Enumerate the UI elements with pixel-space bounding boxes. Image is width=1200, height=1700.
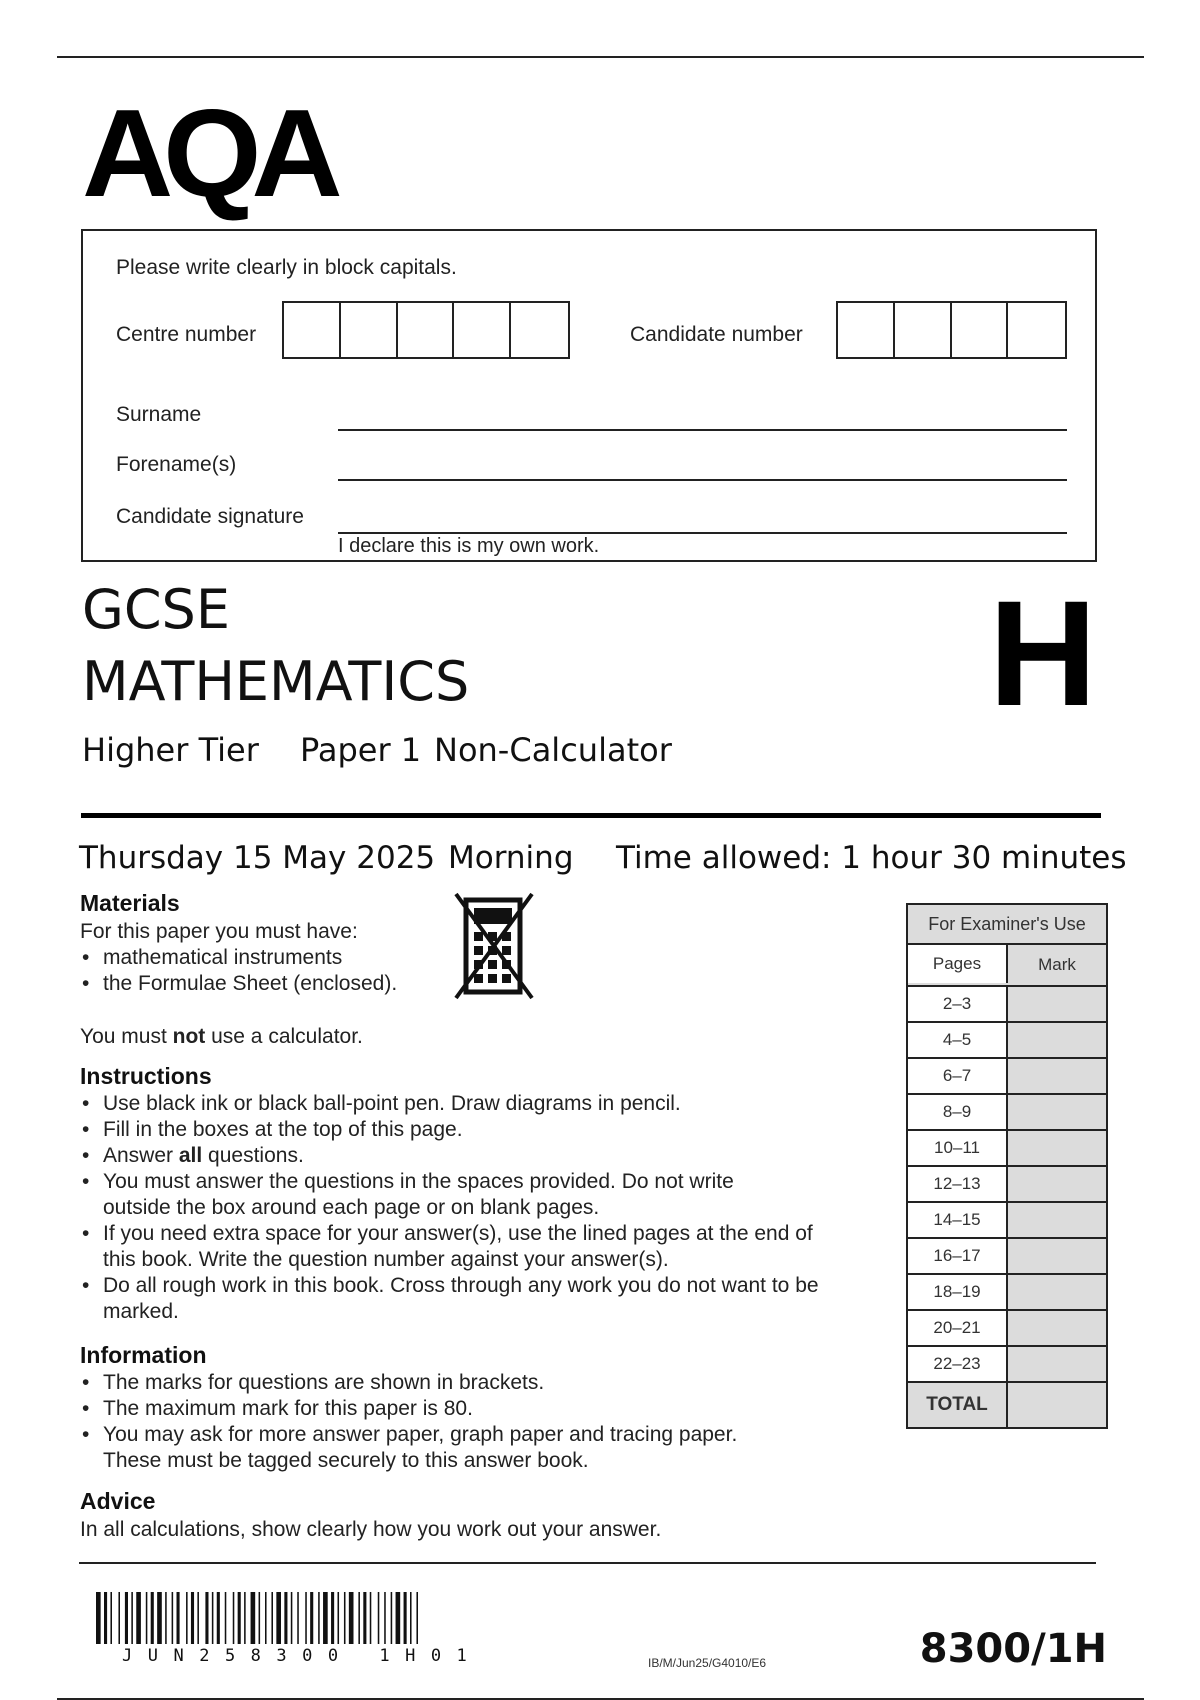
total-label: TOTAL (908, 1383, 1008, 1427)
barcode-bar (297, 1592, 299, 1644)
candidate-details-box (81, 229, 1097, 562)
barcode-bar (410, 1592, 412, 1644)
information-heading: Information (80, 1342, 207, 1368)
paper-label: Paper 1 (300, 731, 422, 769)
barcode-bar (323, 1592, 328, 1644)
forenames-label: Forename(s) (116, 453, 237, 476)
barcode-bar (110, 1592, 112, 1644)
pages-cell: 4–5 (908, 1023, 1008, 1057)
list-item: • the Formulae Sheet (enclosed). (80, 971, 440, 997)
top-rule (57, 56, 1144, 58)
table-row (908, 1311, 1106, 1347)
reference-code: IB/M/Jun25/G4010/E6 (648, 1656, 767, 1670)
mark-cell (1008, 1167, 1106, 1201)
barcode-bar (318, 1592, 320, 1644)
list-item: • mathematical instruments (80, 945, 440, 971)
signature-field[interactable] (338, 532, 1067, 534)
barcode-bar (205, 1592, 208, 1644)
barcode-bar (165, 1592, 167, 1644)
calculator-rule (80, 1024, 363, 1050)
digit-box[interactable] (454, 303, 511, 357)
total-row (908, 1383, 1106, 1427)
list-item (80, 1143, 850, 1169)
tier-label: Higher Tier (82, 731, 259, 769)
mark-cell (1008, 1131, 1106, 1165)
barcode-bar (251, 1592, 256, 1644)
mark-cell (1008, 1059, 1106, 1093)
digit-box[interactable] (1008, 303, 1065, 357)
exam-date: Thursday 15 May 2025 (79, 840, 436, 876)
barcode-bar (291, 1592, 293, 1644)
pages-cell: 2–3 (908, 987, 1008, 1021)
barcode-bar (238, 1592, 241, 1644)
materials-intro: For this paper you must have: (80, 920, 358, 943)
barcode-bar (225, 1592, 227, 1644)
pages-cell: 14–15 (908, 1203, 1008, 1237)
barcode-text: JUN258300 1H01 (122, 1646, 483, 1666)
table-row (908, 1023, 1106, 1059)
signature-label: Candidate signature (116, 505, 304, 528)
mark-cell (1008, 1095, 1106, 1129)
mark-cell (1008, 987, 1106, 1021)
barcode-bar (146, 1592, 148, 1644)
digit-box[interactable] (398, 303, 455, 357)
barcode-bar (338, 1592, 340, 1644)
table-row (908, 1203, 1106, 1239)
table-row (908, 1167, 1106, 1203)
barcode-bar (305, 1592, 307, 1644)
pages-column-header: Pages (908, 945, 1008, 983)
list-item: • You must answer the questions in the spaces provided. Do not write outside the box around each page or on blank pages. (80, 1169, 793, 1221)
barcode-bar (259, 1592, 261, 1644)
candidate-number-label: Candidate number (630, 323, 803, 346)
barcode-bar (136, 1592, 141, 1644)
calc-rule-pre: You must (80, 1025, 173, 1048)
barcode-bar (177, 1592, 180, 1644)
advice-heading: Advice (80, 1488, 156, 1514)
total-mark-cell (1008, 1383, 1106, 1427)
calc-rule-post: use a calculator. (205, 1025, 363, 1048)
barcode-bar (172, 1592, 174, 1644)
forenames-field[interactable] (338, 479, 1067, 481)
barcode-bar (104, 1592, 107, 1644)
barcode-bar (344, 1592, 346, 1644)
barcode-bar (157, 1592, 162, 1644)
item-text: Answer (103, 1144, 179, 1167)
barcode-bar (363, 1592, 366, 1644)
centre-number-boxes[interactable] (282, 301, 570, 359)
barcode-bar (396, 1592, 401, 1644)
exam-session: Morning (448, 840, 574, 876)
digit-box[interactable] (284, 303, 341, 357)
digit-box[interactable] (511, 303, 568, 357)
barcode-bar (96, 1592, 101, 1644)
table-row (908, 987, 1106, 1023)
pages-cell: 16–17 (908, 1239, 1008, 1273)
barcode-bar (191, 1592, 194, 1644)
tier-letter: H (988, 569, 1097, 737)
mark-cell (1008, 1203, 1106, 1237)
time-allowed: Time allowed: 1 hour 30 minutes (616, 840, 1127, 876)
mark-cell (1008, 1239, 1106, 1273)
mark-cell (1008, 1311, 1106, 1345)
instructions-list (80, 1091, 850, 1325)
candidate-number-boxes[interactable] (836, 301, 1067, 359)
barcode-bar (378, 1592, 380, 1644)
pages-cell: 10–11 (908, 1131, 1008, 1165)
barcode-bar (416, 1592, 418, 1644)
barcode-bar (391, 1592, 393, 1644)
title-divider (81, 813, 1101, 818)
barcode-bar (310, 1592, 313, 1644)
barcode-bar (370, 1592, 372, 1644)
barcode-icon (96, 1592, 510, 1644)
surname-field[interactable] (338, 429, 1067, 431)
barcode-bar (233, 1592, 235, 1644)
list-item: • The marks for questions are shown in brackets. (80, 1370, 800, 1396)
information-list (80, 1370, 800, 1474)
mark-cell (1008, 1275, 1106, 1309)
materials-heading: Materials (80, 890, 180, 916)
item-text: questions. (202, 1144, 304, 1167)
paper-type-label: Non-Calculator (434, 731, 672, 769)
barcode-bar (265, 1592, 267, 1644)
table-row (908, 1347, 1106, 1383)
mark-cell (1008, 1347, 1106, 1381)
digit-box[interactable] (895, 303, 952, 357)
pages-cell: 18–19 (908, 1275, 1008, 1309)
block-capitals-instruction: Please write clearly in block capitals. (116, 256, 457, 279)
list-item: • Use black ink or black ball-point pen. Draw diagrams in pencil. (80, 1091, 850, 1117)
barcode-bar (384, 1592, 386, 1644)
barcode-bar (197, 1592, 199, 1644)
examiner-table-header: For Examiner's Use (908, 905, 1106, 945)
pages-cell: 6–7 (908, 1059, 1008, 1093)
aqa-logo: AQA (82, 85, 333, 223)
item-emphasis: all (178, 1144, 203, 1167)
barcode-bar (212, 1592, 214, 1644)
barcode-bar (186, 1592, 188, 1644)
pages-cell: 12–13 (908, 1167, 1008, 1201)
digit-box[interactable] (952, 303, 1009, 357)
barcode-bar (244, 1592, 246, 1644)
digit-box[interactable] (341, 303, 398, 357)
calc-rule-emphasis: not (172, 1025, 206, 1048)
digit-box[interactable] (838, 303, 895, 357)
list-item: • You may ask for more answer paper, graph paper and tracing paper. These must be tagged securely to this answer book. (80, 1422, 793, 1474)
pages-cell: 22–23 (908, 1347, 1008, 1381)
examiner-use-table (906, 903, 1108, 1429)
mark-cell (1008, 1023, 1106, 1057)
list-item: • The maximum mark for this paper is 80. (80, 1396, 800, 1422)
examiner-table-column-headers (908, 945, 1106, 987)
barcode-bar (276, 1592, 281, 1644)
pages-cell: 20–21 (908, 1311, 1008, 1345)
barcode-bar (404, 1592, 407, 1644)
list-item: • Fill in the boxes at the top of this page. (80, 1117, 850, 1143)
subject-title: MATHEMATICS (82, 650, 470, 713)
paper-code: 8300/1H (919, 1626, 1107, 1672)
barcode-bar (125, 1592, 128, 1644)
table-row (908, 1095, 1106, 1131)
instructions-heading: Instructions (80, 1063, 212, 1089)
barcode-bar (271, 1592, 273, 1644)
table-row (908, 1131, 1106, 1167)
table-row (908, 1275, 1106, 1311)
list-item: • If you need extra space for your answer(s), use the lined pages at the end of this book. Write the question number against your answer(s). (80, 1221, 843, 1273)
pages-cell: 8–9 (908, 1095, 1008, 1129)
footer-rule (79, 1562, 1096, 1564)
barcode-bar (349, 1592, 354, 1644)
barcode-bar (331, 1592, 334, 1644)
mark-column-header: Mark (1008, 945, 1106, 985)
qualification-title: GCSE (82, 578, 230, 641)
list-item: • Do all rough work in this book. Cross through any work you do not want to be marked. (80, 1273, 873, 1325)
table-row (908, 1239, 1106, 1275)
barcode-bar (118, 1592, 120, 1644)
surname-label: Surname (116, 403, 202, 426)
materials-list (80, 945, 440, 997)
barcode-bar (284, 1592, 287, 1644)
barcode-bar (217, 1592, 220, 1644)
no-calculator-icon (452, 890, 536, 1002)
barcode-bar (131, 1592, 133, 1644)
table-row (908, 1059, 1106, 1095)
advice-text: In all calculations, show clearly how you work out your answer. (80, 1518, 662, 1541)
declaration-text: I declare this is my own work. (338, 535, 600, 557)
barcode-bar (358, 1592, 360, 1644)
centre-number-label: Centre number (116, 323, 257, 346)
barcode-bar (151, 1592, 154, 1644)
